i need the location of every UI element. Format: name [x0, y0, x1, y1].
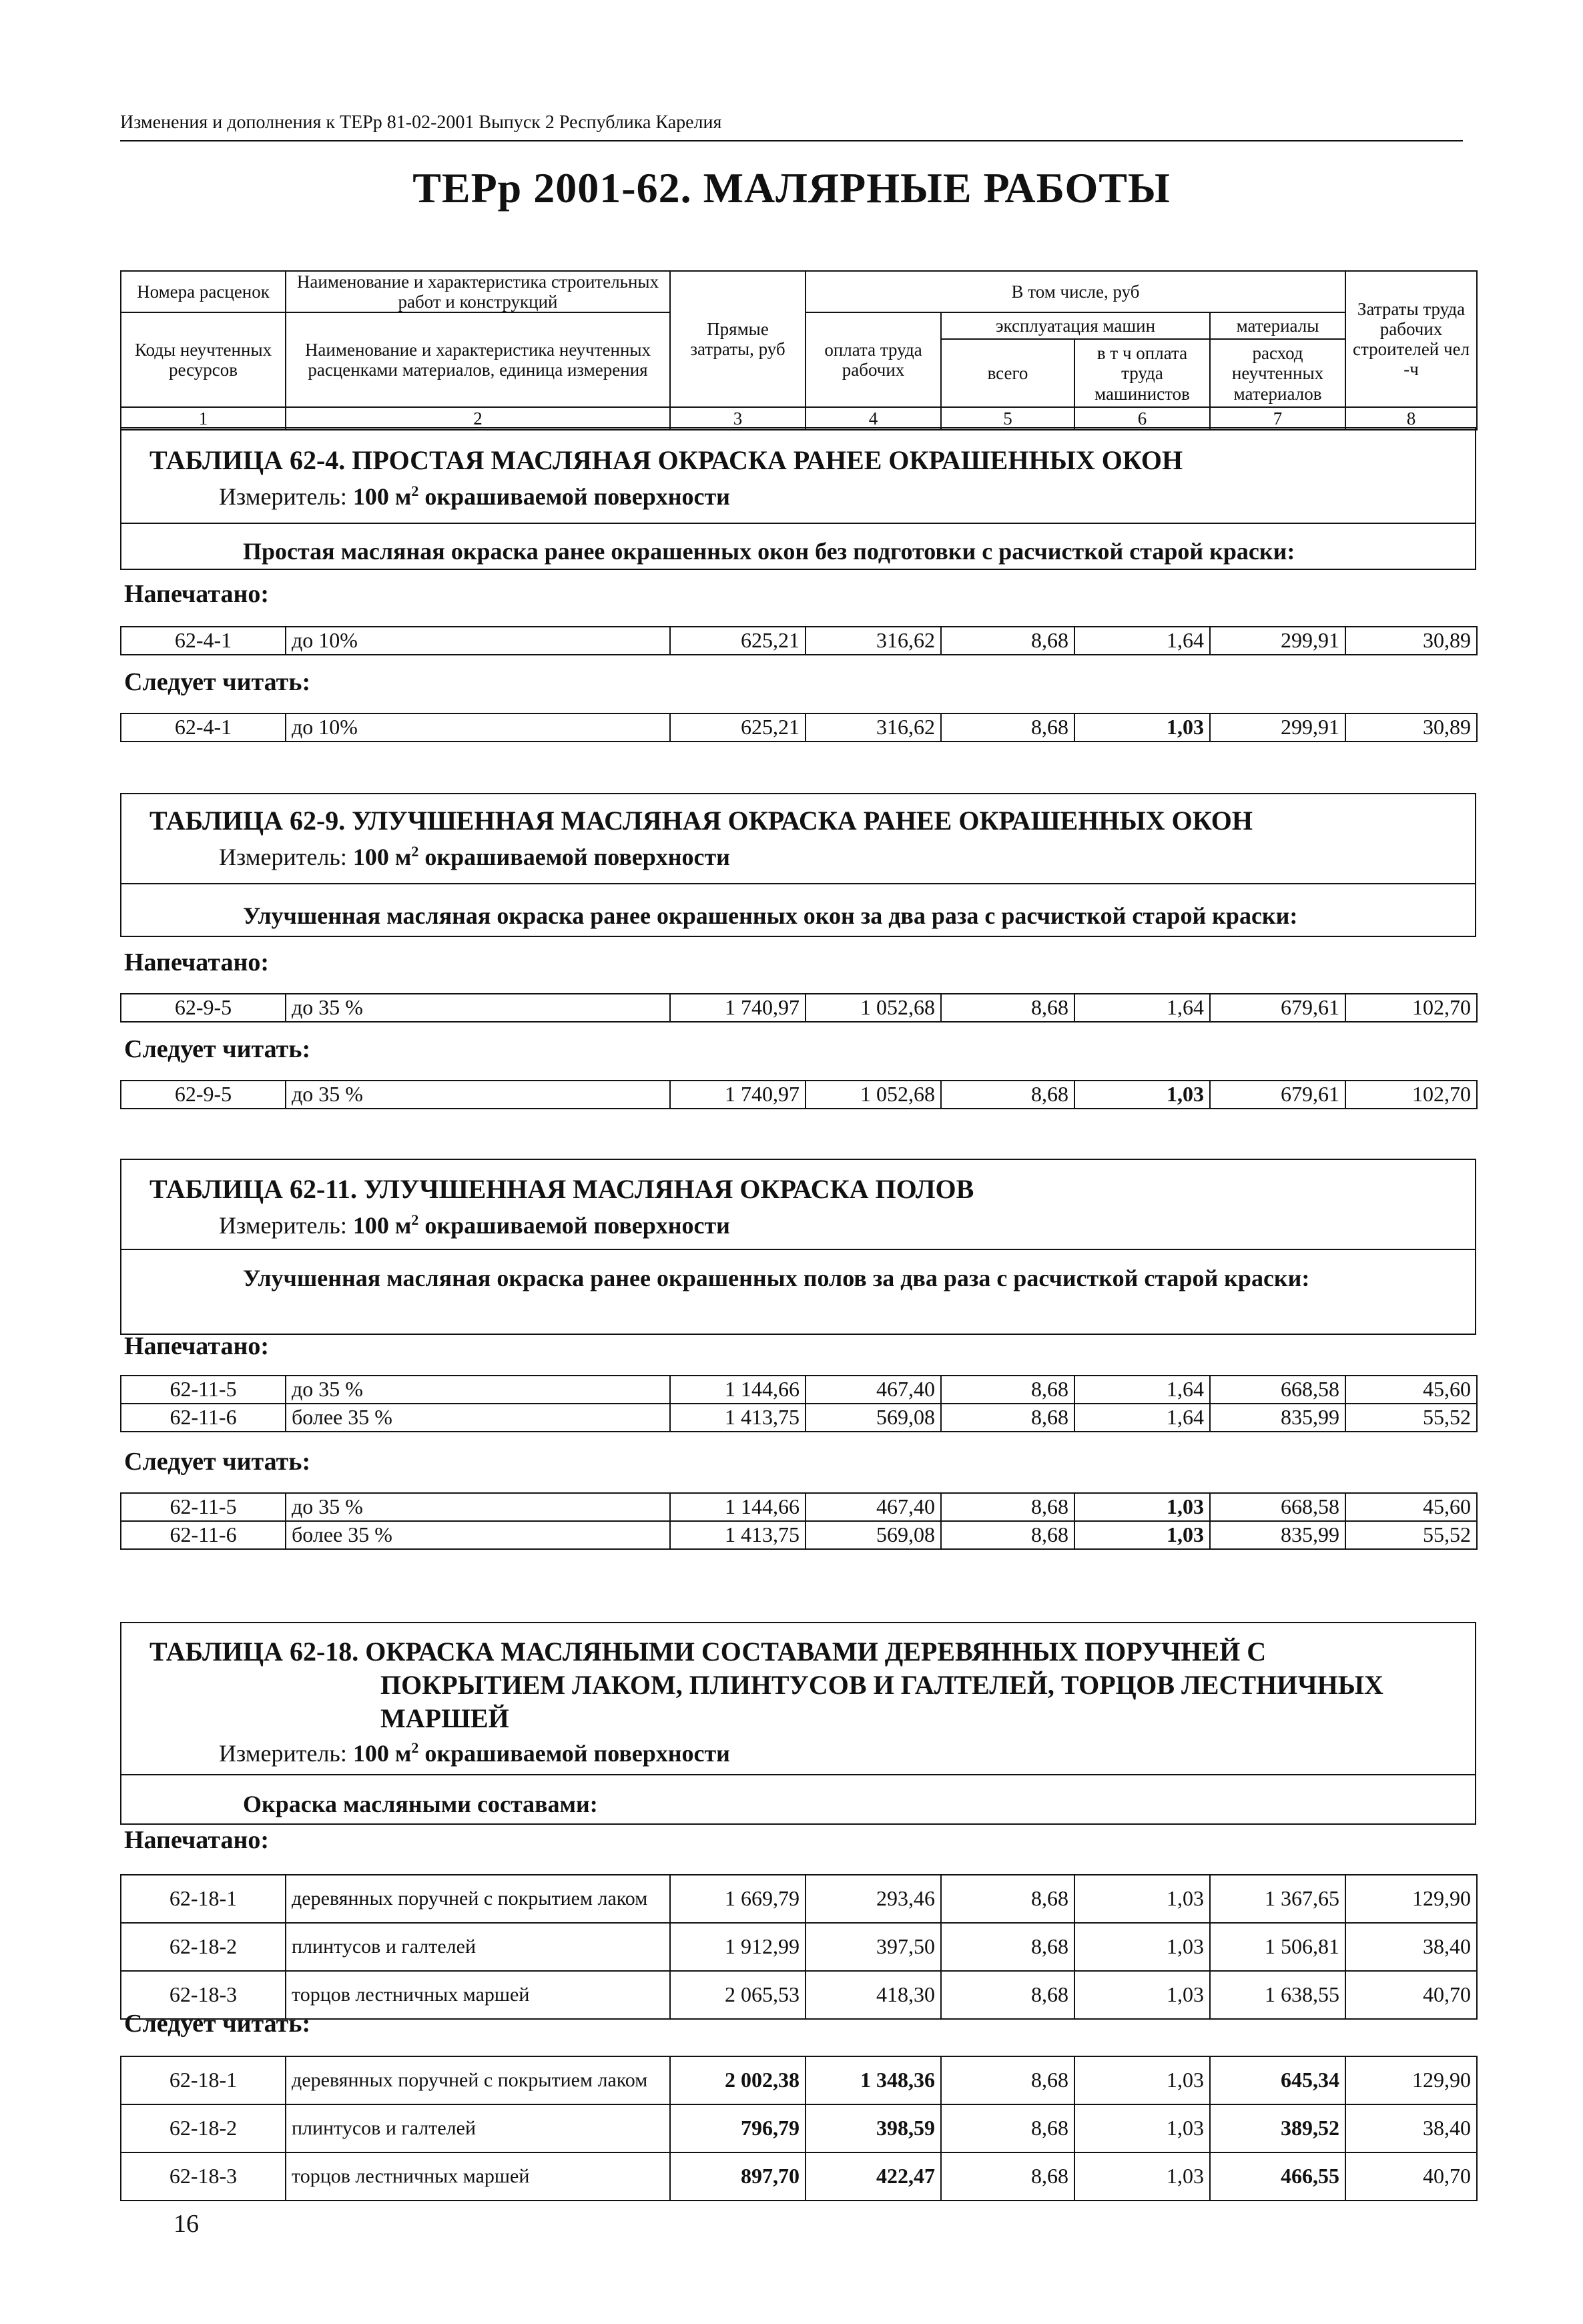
section-title: ТАБЛИЦА 62-9. УЛУЧШЕННАЯ МАСЛЯНАЯ ОКРАСКА РАНЕЕ ОКРАШЕННЫХ ОКОН — [149, 806, 1253, 836]
column-header-table — [120, 270, 1478, 430]
cell-materials: 835,99 — [1210, 1404, 1345, 1432]
section-meter: Измеритель: 100 $м^2$ окрашиваемой поверхности — [219, 1739, 730, 1767]
col-worker-pay: оплата труда рабочих — [806, 312, 941, 407]
cell-materials: 835,99 — [1210, 1521, 1345, 1549]
cell-machines-total: 8,68 — [941, 627, 1074, 655]
section-title: ТАБЛИЦА 62-18. ОКРАСКА МАСЛЯНЫМИ СОСТАВАМИ ДЕРЕВЯННЫХ ПОРУЧНЕЙ С ПОКРЫТИЕМ ЛАКОМ, ПЛИНТУСОВ И ГАЛТЕЛЕЙ, ТОРЦОВ ЛЕСТНИЧНЫХ МАРШЕЙ — [149, 1637, 1383, 1733]
cell-name: до 35 % — [286, 994, 670, 1022]
col-number: 8 — [1345, 407, 1477, 430]
cell-direct-costs: 2 002,38 — [670, 2056, 806, 2104]
cell-machinist-pay: 1,03 — [1074, 1875, 1210, 1923]
col-work-name: Наименование и характеристика строительных работ и конструкций — [286, 271, 670, 312]
section-meter: Измеритель: 100 $м^2$ окрашиваемой поверхности — [219, 483, 730, 510]
col-number: 2 — [286, 407, 670, 430]
cell-machinist-pay: 1,03 — [1074, 1521, 1210, 1549]
cell-machines-total: 8,68 — [941, 1875, 1074, 1923]
should-read-label: Следует читать: — [124, 2010, 311, 2038]
cell-labor: 40,70 — [1345, 1971, 1477, 2019]
cell-code: 62-9-5 — [121, 1081, 286, 1109]
col-material-name: Наименование и характеристика неучтенных расценками материалов, единица измерения — [286, 312, 670, 407]
table-row — [121, 1404, 1477, 1432]
col-number: 1 — [121, 407, 286, 430]
col-including: В том числе, руб — [806, 271, 1345, 312]
cell-name: деревянных поручней с покрытием лаком — [286, 1875, 670, 1923]
cell-worker-pay: 316,62 — [806, 627, 941, 655]
col-number: 5 — [941, 407, 1074, 430]
cell-labor: 45,60 — [1345, 1376, 1477, 1404]
cell-labor: 38,40 — [1345, 1923, 1477, 1971]
cell-code: 62-11-6 — [121, 1521, 286, 1549]
cell-direct-costs: 1 413,75 — [670, 1404, 806, 1432]
cell-labor: 40,70 — [1345, 2152, 1477, 2201]
cell-materials: 466,55 — [1210, 2152, 1345, 2201]
cell-labor: 129,90 — [1345, 1875, 1477, 1923]
cell-machinist-pay: 1,64 — [1074, 627, 1210, 655]
table-row — [121, 627, 1477, 655]
section-62-11 — [120, 1159, 1476, 1335]
cell-worker-pay: 569,08 — [806, 1404, 941, 1432]
col-materials: материалы — [1210, 312, 1345, 339]
cell-labor: 55,52 — [1345, 1404, 1477, 1432]
cell-machinist-pay: 1,03 — [1074, 2056, 1210, 2104]
table-row — [121, 1875, 1477, 1923]
table-row — [121, 994, 1477, 1022]
running-header: Изменения и дополнения к ТЕРр 81-02-2001 Выпуск 2 Республика Карелия — [120, 112, 722, 133]
cell-labor: 129,90 — [1345, 2056, 1477, 2104]
printed-table-62-4 — [120, 626, 1478, 655]
cell-name: до 10% — [286, 713, 670, 742]
cell-direct-costs: 625,21 — [670, 627, 806, 655]
cell-machinist-pay: 1,03 — [1074, 713, 1210, 742]
cell-direct-costs: 796,79 — [670, 2104, 806, 2152]
col-number: 7 — [1210, 407, 1345, 430]
cell-name: до 35 % — [286, 1376, 670, 1404]
cell-worker-pay: 398,59 — [806, 2104, 941, 2152]
cell-name: более 35 % — [286, 1521, 670, 1549]
page-title: ТЕРр 2001-62. МАЛЯРНЫЕ РАБОТЫ — [412, 164, 1171, 212]
table-row — [121, 713, 1477, 742]
cell-code: 62-11-6 — [121, 1404, 286, 1432]
cell-labor: 45,60 — [1345, 1493, 1477, 1521]
section-description: Простая масляная окраска ранее окрашенных окон без подготовки с расчисткой старой краски: — [121, 523, 1475, 571]
section-meter: Измеритель: 100 $м^2$ окрашиваемой поверхности — [219, 1211, 730, 1239]
cell-code: 62-18-3 — [121, 2152, 286, 2201]
cell-machines-total: 8,68 — [941, 1493, 1074, 1521]
cell-materials: 299,91 — [1210, 713, 1345, 742]
cell-machines-total: 8,68 — [941, 1081, 1074, 1109]
cell-direct-costs: 625,21 — [670, 713, 806, 742]
cell-direct-costs: 1 740,97 — [670, 994, 806, 1022]
cell-materials: 668,58 — [1210, 1493, 1345, 1521]
cell-code: 62-18-1 — [121, 2056, 286, 2104]
cell-worker-pay: 1 052,68 — [806, 1081, 941, 1109]
section-62-18 — [120, 1622, 1476, 1825]
should-read-label: Следует читать: — [124, 1035, 311, 1063]
cell-worker-pay: 418,30 — [806, 1971, 941, 2019]
cell-direct-costs: 1 740,97 — [670, 1081, 806, 1109]
cell-name: до 35 % — [286, 1493, 670, 1521]
section-62-4 — [120, 427, 1476, 570]
section-description: Окраска масляными составами: — [121, 1774, 1475, 1821]
cell-materials: 679,61 — [1210, 1081, 1345, 1109]
cell-machinist-pay: 1,03 — [1074, 1081, 1210, 1109]
header-rule — [120, 140, 1463, 141]
cell-machines-total: 8,68 — [941, 1404, 1074, 1432]
cell-name: торцов лестничных маршей — [286, 1971, 670, 2019]
section-description: Улучшенная масляная окраска ранее окрашенных полов за два раза с расчисткой старой краски: — [121, 1249, 1475, 1330]
correct-table-62-9 — [120, 1080, 1478, 1109]
table-row — [121, 1923, 1477, 1971]
cell-direct-costs: 2 065,53 — [670, 1971, 806, 2019]
cell-worker-pay: 422,47 — [806, 2152, 941, 2201]
cell-code: 62-18-3 — [121, 1971, 286, 2019]
cell-worker-pay: 1 348,36 — [806, 2056, 941, 2104]
cell-code: 62-9-5 — [121, 994, 286, 1022]
table-row — [121, 2056, 1477, 2104]
cell-labor: 102,70 — [1345, 994, 1477, 1022]
cell-machinist-pay: 1,03 — [1074, 1971, 1210, 2019]
table-row — [121, 1493, 1477, 1521]
col-labor-costs: Затраты труда рабочих строителей чел -ч — [1345, 271, 1477, 407]
printed-label: Напечатано: — [124, 1826, 269, 1854]
cell-direct-costs: 1 669,79 — [670, 1875, 806, 1923]
cell-name: торцов лестничных маршей — [286, 2152, 670, 2201]
cell-labor: 55,52 — [1345, 1521, 1477, 1549]
correct-table-62-18 — [120, 2056, 1478, 2201]
cell-code: 62-11-5 — [121, 1376, 286, 1404]
col-number: 4 — [806, 407, 941, 430]
cell-materials: 668,58 — [1210, 1376, 1345, 1404]
cell-name: более 35 % — [286, 1404, 670, 1432]
cell-machines-total: 8,68 — [941, 1923, 1074, 1971]
cell-materials: 299,91 — [1210, 627, 1345, 655]
cell-materials: 389,52 — [1210, 2104, 1345, 2152]
col-machines: эксплуатация машин — [941, 312, 1210, 339]
correct-table-62-11 — [120, 1492, 1478, 1550]
cell-direct-costs: 1 413,75 — [670, 1521, 806, 1549]
col-resource-codes: Коды неучтенных ресурсов — [121, 312, 286, 407]
cell-worker-pay: 569,08 — [806, 1521, 941, 1549]
cell-name: плинтусов и галтелей — [286, 2104, 670, 2152]
cell-direct-costs: 1 912,99 — [670, 1923, 806, 1971]
cell-name: до 10% — [286, 627, 670, 655]
cell-labor: 38,40 — [1345, 2104, 1477, 2152]
printed-table-62-9 — [120, 993, 1478, 1023]
printed-label: Напечатано: — [124, 580, 269, 608]
col-number: 3 — [670, 407, 806, 430]
cell-labor: 30,89 — [1345, 627, 1477, 655]
cell-name: деревянных поручней с покрытием лаком — [286, 2056, 670, 2104]
cell-code: 62-18-2 — [121, 1923, 286, 1971]
cell-machinist-pay: 1,03 — [1074, 1923, 1210, 1971]
cell-materials: 1 506,81 — [1210, 1923, 1345, 1971]
cell-worker-pay: 467,40 — [806, 1376, 941, 1404]
cell-machines-total: 8,68 — [941, 1521, 1074, 1549]
cell-machines-total: 8,68 — [941, 2056, 1074, 2104]
cell-machines-total: 8,68 — [941, 1971, 1074, 2019]
printed-label: Напечатано: — [124, 1332, 269, 1360]
page-number: 16 — [174, 2210, 199, 2238]
col-machines-total: всего — [941, 339, 1074, 407]
cell-machinist-pay: 1,03 — [1074, 1493, 1210, 1521]
cell-machines-total: 8,68 — [941, 2152, 1074, 2201]
table-row — [121, 1376, 1477, 1404]
cell-machinist-pay: 1,64 — [1074, 1404, 1210, 1432]
cell-machines-total: 8,68 — [941, 2104, 1074, 2152]
cell-code: 62-11-5 — [121, 1493, 286, 1521]
cell-code: 62-4-1 — [121, 713, 286, 742]
cell-materials: 645,34 — [1210, 2056, 1345, 2104]
col-material-consumption: расход неучтенных материалов — [1210, 339, 1345, 407]
cell-materials: 1 638,55 — [1210, 1971, 1345, 2019]
table-row — [121, 1081, 1477, 1109]
col-machinist-pay: в т ч оплата труда машинистов — [1074, 339, 1210, 407]
cell-machines-total: 8,68 — [941, 1376, 1074, 1404]
cell-labor: 102,70 — [1345, 1081, 1477, 1109]
cell-worker-pay: 293,46 — [806, 1875, 941, 1923]
should-read-label: Следует читать: — [124, 1448, 311, 1476]
cell-direct-costs: 1 144,66 — [670, 1376, 806, 1404]
cell-code: 62-18-2 — [121, 2104, 286, 2152]
cell-code: 62-4-1 — [121, 627, 286, 655]
section-description: Улучшенная масляная окраска ранее окрашенных окон за два раза с расчисткой старой краски: — [121, 883, 1475, 940]
printed-table-62-11 — [120, 1375, 1478, 1432]
cell-worker-pay: 316,62 — [806, 713, 941, 742]
cell-machinist-pay: 1,64 — [1074, 994, 1210, 1022]
table-row — [121, 1971, 1477, 2019]
table-row — [121, 1521, 1477, 1549]
should-read-label: Следует читать: — [124, 668, 311, 696]
cell-labor: 30,89 — [1345, 713, 1477, 742]
section-meter: Измеритель: 100 $м^2$ окрашиваемой поверхности — [219, 843, 730, 870]
cell-materials: 679,61 — [1210, 994, 1345, 1022]
cell-machines-total: 8,68 — [941, 994, 1074, 1022]
cell-direct-costs: 1 144,66 — [670, 1493, 806, 1521]
cell-machinist-pay: 1,03 — [1074, 2152, 1210, 2201]
cell-code: 62-18-1 — [121, 1875, 286, 1923]
cell-worker-pay: 467,40 — [806, 1493, 941, 1521]
cell-name: плинтусов и галтелей — [286, 1923, 670, 1971]
col-direct-costs: Прямые затраты, руб — [670, 271, 806, 407]
section-title: ТАБЛИЦА 62-11. УЛУЧШЕННАЯ МАСЛЯНАЯ ОКРАСКА ПОЛОВ — [149, 1174, 974, 1204]
printed-table-62-18 — [120, 1874, 1478, 2020]
table-row — [121, 2152, 1477, 2201]
cell-machinist-pay: 1,03 — [1074, 2104, 1210, 2152]
correct-table-62-4 — [120, 713, 1478, 742]
cell-materials: 1 367,65 — [1210, 1875, 1345, 1923]
cell-machinist-pay: 1,64 — [1074, 1376, 1210, 1404]
cell-worker-pay: 397,50 — [806, 1923, 941, 1971]
table-row — [121, 2104, 1477, 2152]
col-number: 6 — [1074, 407, 1210, 430]
cell-direct-costs: 897,70 — [670, 2152, 806, 2201]
cell-name: до 35 % — [286, 1081, 670, 1109]
section-title: ТАБЛИЦА 62-4. ПРОСТАЯ МАСЛЯНАЯ ОКРАСКА РАНЕЕ ОКРАШЕННЫХ ОКОН — [149, 445, 1183, 475]
printed-label: Напечатано: — [124, 948, 269, 976]
cell-worker-pay: 1 052,68 — [806, 994, 941, 1022]
section-62-9 — [120, 793, 1476, 937]
col-rate-numbers: Номера расценок — [121, 271, 286, 312]
cell-machines-total: 8,68 — [941, 713, 1074, 742]
